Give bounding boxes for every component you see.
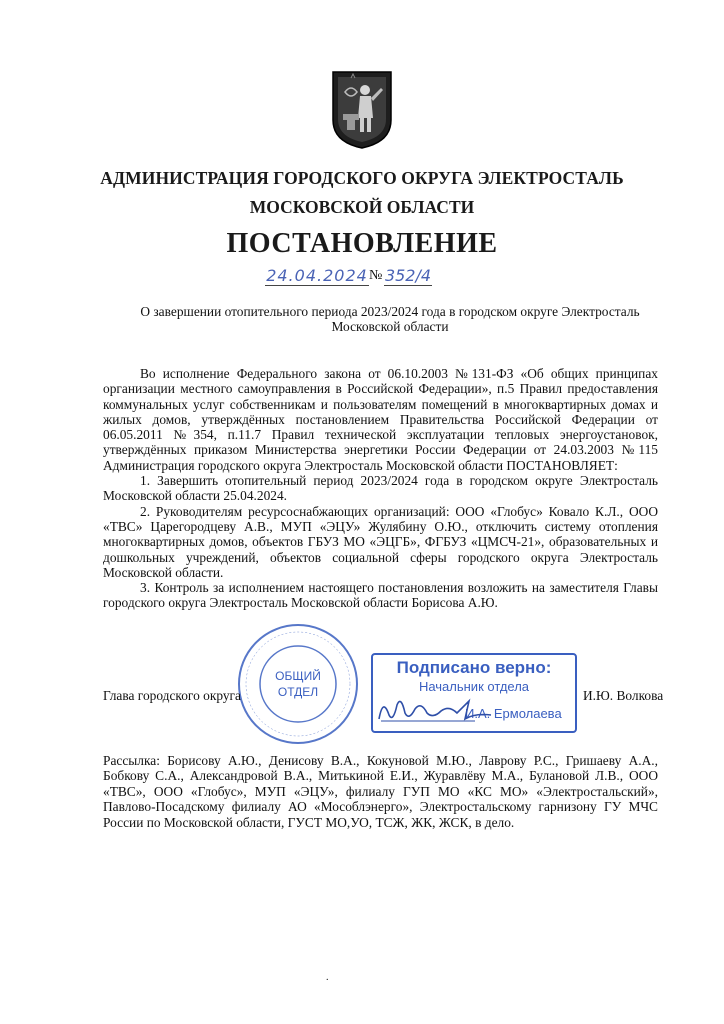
number-sign: №	[369, 268, 383, 283]
subject-line2: Московской области	[331, 319, 449, 334]
stamp-name: И.А. Ермолаева	[465, 706, 562, 721]
coat-of-arms-emblem	[331, 70, 393, 150]
organization-name-line2: МОСКОВСКОЙ ОБЛАСТИ	[249, 197, 475, 217]
document-subject	[100, 304, 680, 334]
document-type-title: ПОСТАНОВЛЕНИЕ	[226, 228, 498, 259]
handwritten-signature	[375, 693, 495, 725]
stamp-subtitle: Начальник отдела	[418, 679, 530, 694]
body-item-3: 3. Контроль за исполнением настоящего постановления возложить на заместителя Главы городского округа Электросталь Московской области Борисова А.Ю.	[103, 580, 658, 611]
stamp-center-line2: ОТДЕЛ	[277, 685, 319, 699]
body-item-2: 2. Руководителям ресурсоснабжающих организаций: ООО «Глобус» Ковало К.Л., ООО «ТВС» Царегородцеву А.В., МУП «ЭЦУ» Жулябину О.Ю., отключить систему отопления многоквартирных домов, объектов ГБУЗ МО «ЭЦГБ», ФГБУЗ «ЦМСЧ-21», образовательных и дошкольных учреждений, объектов социальной сферы городского округа Электросталь Московской области.	[103, 503, 658, 580]
mailing-list: Рассылка: Борисову А.Ю., Денисову В.А., Кокуновой М.Ю., Лаврову Р.С., Гришаеву А.А., Бобкову С.А., Александровой В.А., Митькиной Е.И., Журавлёву М.А., Булановой Л.В., ООО «ТВС», ООО «Глобус», МУП «ЭЦУ», филиалу ГУП МО «КС МО» «Электростальский», Павлово-Посадскому филиалу АО «Мособлэнерго», Электростальскому гарнизону ГУ МЧС России по Московской области, ГУСТ МО,УО, ТСЖ, ЖК, ЖСК, в дело.	[103, 753, 658, 830]
subject-line1: О завершении отопительного периода 2023/2024 года в городском округе Электросталь	[140, 304, 640, 319]
footer-mark: .	[326, 972, 329, 983]
document-date: 24.04.2024	[266, 266, 368, 285]
document-number: 352/4	[384, 266, 432, 285]
stamp-title: Подписано верно:	[396, 658, 552, 677]
body-item-1: 1. Завершить отопительный период 2023/2024 года в городском округе Электросталь Московской области 25.04.2024.	[103, 473, 658, 504]
stamp-center-line1: ОБЩИЙ	[275, 669, 321, 683]
body-preamble: Во исполнение Федерального закона от 06.10.2003 №131-ФЗ «Об общих принципах организации местного самоуправления в Российской Федерации», п.5 Правил предоставления коммунальных услуг собственникам и пользователям помещений в многоквартирных домах и жилых домов, утверждённых постановлением Правительства Российской Федерации от 06.05.2011 №354, п.11.7 Правил технической эксплуатации тепловых энергоустановок, утверждённых приказом Министерства энергетики России Федерации от 24.03.2003 №115 Администрация городского округа Электросталь Московской области ПОСТАНОВЛЯЕТ:	[103, 366, 658, 473]
signatory-position: Глава городского округа	[103, 688, 241, 703]
organization-name-line1: АДМИНИСТРАЦИЯ ГОРОДСКОГО ОКРУГА ЭЛЕКТРОСТАЛЬ	[100, 168, 624, 188]
document-body	[103, 366, 658, 611]
signatory-name: И.Ю. Волкова	[583, 688, 664, 703]
round-stamp	[236, 622, 360, 746]
